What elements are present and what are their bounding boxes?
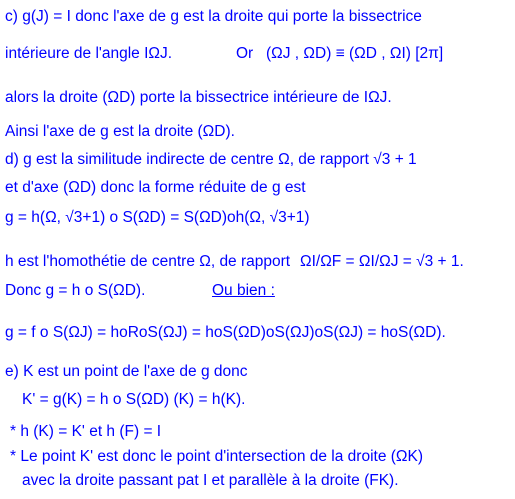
line-e: e) K est un point de l'axe de g donc: [5, 363, 248, 380]
line-bisector: alors la droite (ΩD) porte la bissectrice intérieure de IΩJ.: [5, 89, 392, 106]
line-axis-conclusion: Ainsi l'axe de g est la droite (ΩD).: [5, 123, 235, 140]
line-or: Or: [236, 45, 254, 62]
line-homothety: h est l'homothétie de centre Ω, de rapport: [5, 253, 291, 270]
ou-bien-label: Ou bien :: [212, 282, 275, 299]
line-reduced-form: et d'axe (ΩD) donc la forme réduite de g est: [5, 179, 306, 196]
ratio-formula: ΩI/ΩF = ΩI/ΩJ = √3 + 1.: [300, 253, 464, 270]
line-parallel: avec la droite passant pat I et parallèle à la droite (FK).: [22, 472, 399, 489]
line-c: c) g(J) = I donc l'axe de g est la droite qui porte la bissectrice: [5, 8, 422, 25]
formula-k-prime: K' = g(K) = h o S(ΩD) (K) = h(K).: [22, 391, 246, 408]
formula-reduced: g = h(Ω, √3+1) o S(ΩD) = S(ΩD)oh(Ω, √3+1): [5, 209, 310, 226]
formula-composition: g = f o S(ΩJ) = hoRoS(ΩJ) = hoS(ΩD)oS(ΩJ)oS(ΩJ) = hoS(ΩD).: [5, 324, 446, 341]
line-c-angle: intérieure de l'angle IΩJ.: [5, 45, 173, 62]
line-h-k: * h (K) = K' et h (F) = I: [10, 423, 162, 440]
line-d: d) g est la similitude indirecte de centre Ω, de rapport √3 + 1: [5, 151, 417, 168]
angle-equality: (ΩJ , ΩD) ≡ (ΩD , ΩI) [2π]: [266, 45, 444, 62]
line-donc: Donc g = h o S(ΩD).: [5, 282, 146, 299]
line-intersection: * Le point K' est donc le point d'intersection de la droite (ΩK): [10, 448, 423, 465]
